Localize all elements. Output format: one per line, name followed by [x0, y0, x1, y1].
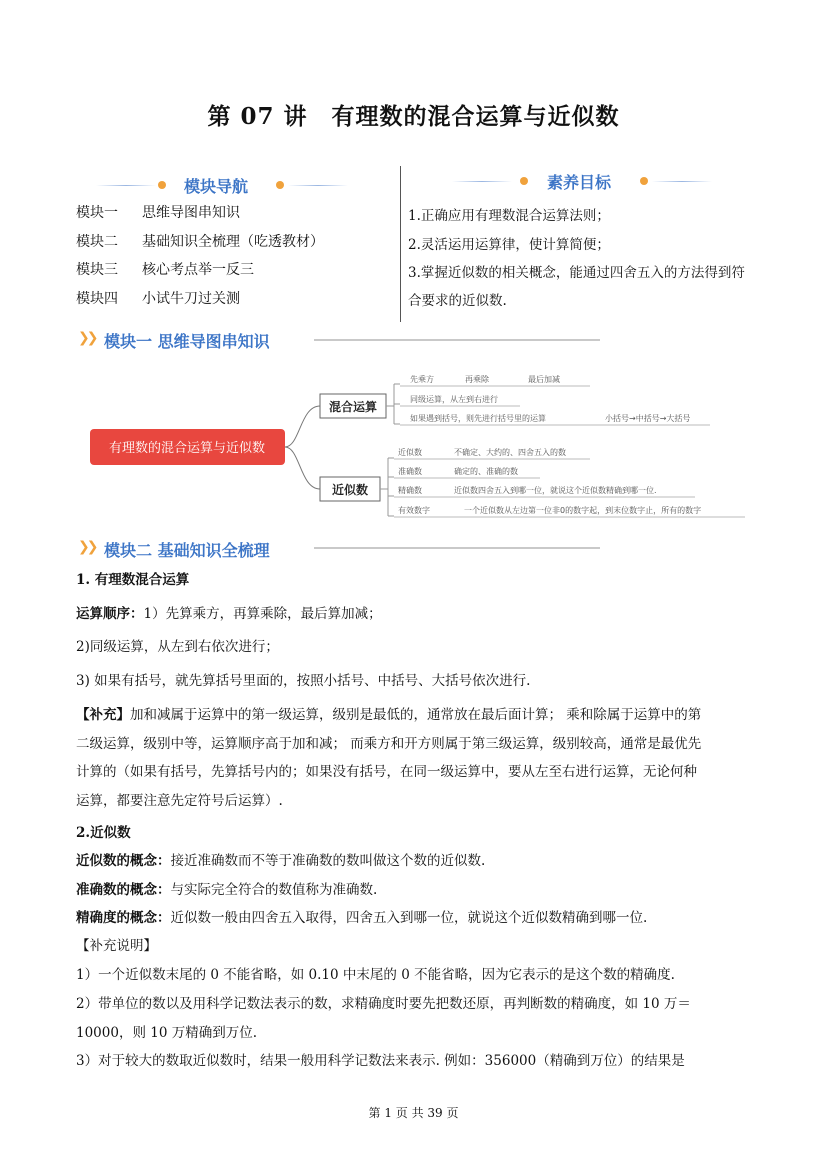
module1-heading-line: [314, 339, 600, 341]
mindmap-b1-row1-a: 先乘方: [410, 375, 434, 384]
note-2-line-2: 10000，则 10 万精确到万位.: [76, 1024, 257, 1041]
page-title: 第 07 讲 有理数的混合运算与近似数: [207, 103, 620, 130]
mindmap-connector-1: [285, 406, 320, 447]
double-chevron-icon: ❯❯: [78, 539, 96, 555]
mindmap: [80, 362, 760, 522]
section1-paragraph-2: 2)同级运算，从左到右依次进行；: [76, 639, 279, 655]
note-title: 【补充说明】: [76, 938, 157, 954]
section1-title: 1. 有理数混合运算: [76, 572, 190, 588]
goal-item-1: 1.正确应用有理数混合运算法则；: [408, 208, 610, 224]
note-1: 1）一个近似数末尾的 0 不能省略，如 0.10 中末尾的 0 不能省略，因为它表示的是这个数的精确度.: [76, 967, 675, 983]
supplement-line-4: 运算，都要注意先定符号后运算）.: [76, 792, 283, 809]
mindmap-branch2-bracket: [380, 458, 394, 516]
mindmap-b2-row4-b: 一个近似数从左边第一位非0的数字起，到末位数字止，所有的数字: [464, 506, 702, 515]
mindmap-connector-2: [285, 447, 320, 489]
mindmap-b2-row3-a: 精确数: [398, 486, 422, 495]
nav-item-4[interactable]: 模块四 小试牛刀过关测: [76, 291, 240, 307]
supplement-line-2: 二级运算，级别中等，运算顺序高于加和减； 而乘方和开方则属于第三级运算，级别较高，通常是最优先: [76, 735, 702, 752]
mindmap-b1-row3-a: 如果遇到括号，则先进行括号里的运算: [410, 414, 546, 423]
goals-deco-line-left: [452, 181, 512, 182]
concept-exact: 准确数的概念：与实际完全符合的数值称为准确数.: [76, 882, 378, 898]
nav-dot-right: [276, 181, 284, 189]
page-footer: 第 1 页 共 39 页: [368, 1106, 459, 1120]
mindmap-b2-row2-b: 确定的、准确的数: [454, 467, 518, 476]
goals-dot-left: [520, 177, 528, 185]
mindmap-b2-row2-a: 准确数: [398, 467, 422, 476]
mindmap-b1-row1-c: 最后加减: [528, 375, 560, 384]
nav-deco-line-right: [288, 185, 348, 186]
section1-paragraph-1: 运算顺序：1）先算乘方，再算乘除，最后算加减；: [76, 606, 382, 622]
module2-heading-line: [314, 547, 600, 549]
mindmap-b2-row4-a: 有效数字: [398, 506, 430, 515]
concept-approx: 近似数的概念：接近准确数而不等于准确数的数叫做这个数的近似数.: [76, 853, 486, 869]
goals-deco-line-right: [652, 181, 712, 182]
nav-heading: 模块导航: [184, 177, 249, 196]
goals-dot-right: [640, 177, 648, 185]
goals-heading: 素养目标: [547, 173, 612, 192]
section2-title: 2.近似数: [76, 825, 131, 841]
mindmap-b1-row1-b: 再乘除: [465, 375, 489, 384]
double-chevron-icon: ❯❯: [78, 330, 96, 346]
mindmap-root-label: 有理数的混合运算与近似数: [108, 441, 266, 456]
goal-item-3: 3.掌握近似数的相关概念，能通过四舍五入的方法得到符合要求的近似数.: [408, 265, 745, 309]
nav-dot-left: [158, 181, 166, 189]
module2-heading: 模块二 基础知识全梳理: [104, 541, 270, 560]
mindmap-b1-row2-a: 同级运算，从左到右进行: [410, 395, 498, 404]
note-2-line-1: 2）带单位的数以及用科学记数法表示的数，求精确度时要先把数还原，再判断数的精确度，如 10 万＝: [76, 996, 691, 1012]
section1-paragraph-3: 3) 如果有括号，就先算括号里面的，按照小括号、中括号、大括号依次进行.: [76, 673, 531, 689]
mindmap-branch2-label: 近似数: [331, 483, 369, 497]
mindmap-b2-row1-b: 不确定、大约的、四舍五入的数: [454, 448, 566, 457]
supplement-line-1: 【补充】加和减属于运算中的第一级运算，级别是最低的，通常放在最后面计算； 乘和除属于运算中的第: [76, 707, 702, 723]
mindmap-branch1-bracket: [386, 384, 400, 424]
mindmap-b2-row3-b: 近似数四舍五入到哪一位，就说这个近似数精确到哪一位.: [454, 486, 657, 495]
section1-supplement: [76, 701, 756, 815]
column-divider: [400, 166, 401, 322]
nav-item-2[interactable]: 模块二 基础知识全梳理（吃透教材）: [76, 234, 324, 250]
nav-item-3[interactable]: 模块三 核心考点举一反三: [76, 262, 254, 278]
nav-deco-line-left: [96, 185, 156, 186]
goal-item-2: 2.灵活运用运算律，使计算简便；: [408, 237, 610, 253]
module1-heading: 模块一 思维导图串知识: [104, 332, 270, 351]
note-3: 3）对于较大的数取近似数时，结果一般用科学记数法来表示. 例如：356000（精确到万位）的结果是: [76, 1053, 685, 1069]
nav-item-1[interactable]: 模块一 思维导图串知识: [76, 205, 240, 221]
supplement-line-3: 计算的（如果有括号，先算括号内的；如果没有括号，在同一级运算中，要从左至右进行运算，无论何种: [76, 764, 697, 780]
mindmap-b1-row3-b: 小括号→中括号→大括号: [605, 414, 691, 423]
note-2: [76, 990, 756, 1047]
concept-precision: 精确度的概念：近似数一般由四舍五入取得，四舍五入到哪一位，就说这个近似数精确到哪一位.: [76, 910, 648, 926]
mindmap-branch1-label: 混合运算: [328, 400, 378, 414]
mindmap-b2-row1-a: 近似数: [398, 448, 422, 457]
